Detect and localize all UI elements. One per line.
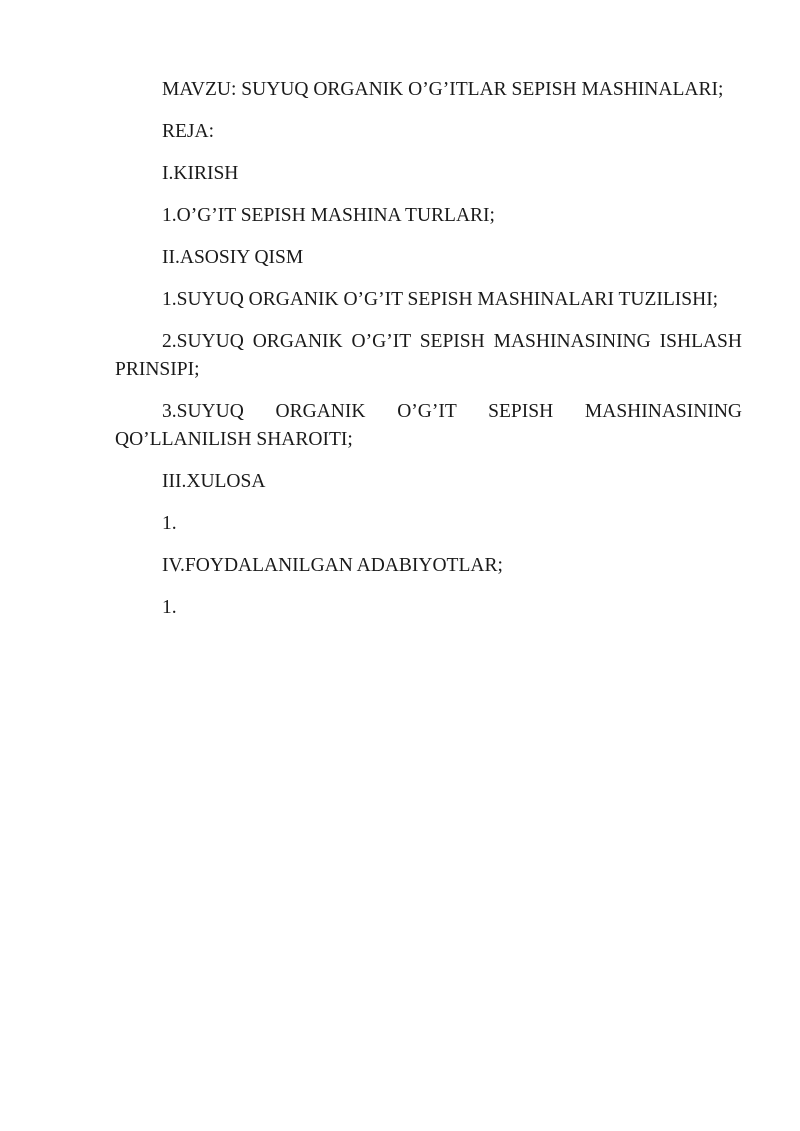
main-item-1: 1.SUYUQ ORGANIK O’G’IT SEPISH MASHINALARI TUZILISHI;: [162, 289, 719, 310]
main-item-3: 3.SUYUQ ORGANIK O’G’IT SEPISH MASHINASINING QO’LLANILISH SHAROITI;: [115, 401, 742, 450]
section-references: IV.FOYDALANILGAN ADABIYOTLAR;: [162, 555, 503, 576]
conclusion-item-1: 1.: [162, 513, 177, 534]
plan-heading: REJA:: [162, 121, 215, 142]
main-item-2: 2.SUYUQ ORGANIK O’G’IT SEPISH MASHINASINING ISHLASH PRINSIPI;: [115, 331, 742, 380]
references-item-1: 1.: [162, 597, 177, 618]
document-body: [115, 76, 742, 636]
section-main-part: II.ASOSIY QISM: [162, 247, 304, 268]
section-conclusion: III.XULOSA: [162, 471, 266, 492]
section-introduction: I.KIRISH: [162, 163, 239, 184]
intro-item-1: 1.O’G’IT SEPISH MASHINA TURLARI;: [162, 205, 495, 226]
topic-title: MAVZU: SUYUQ ORGANIK O’G’ITLAR SEPISH MASHINALARI;: [162, 79, 724, 100]
